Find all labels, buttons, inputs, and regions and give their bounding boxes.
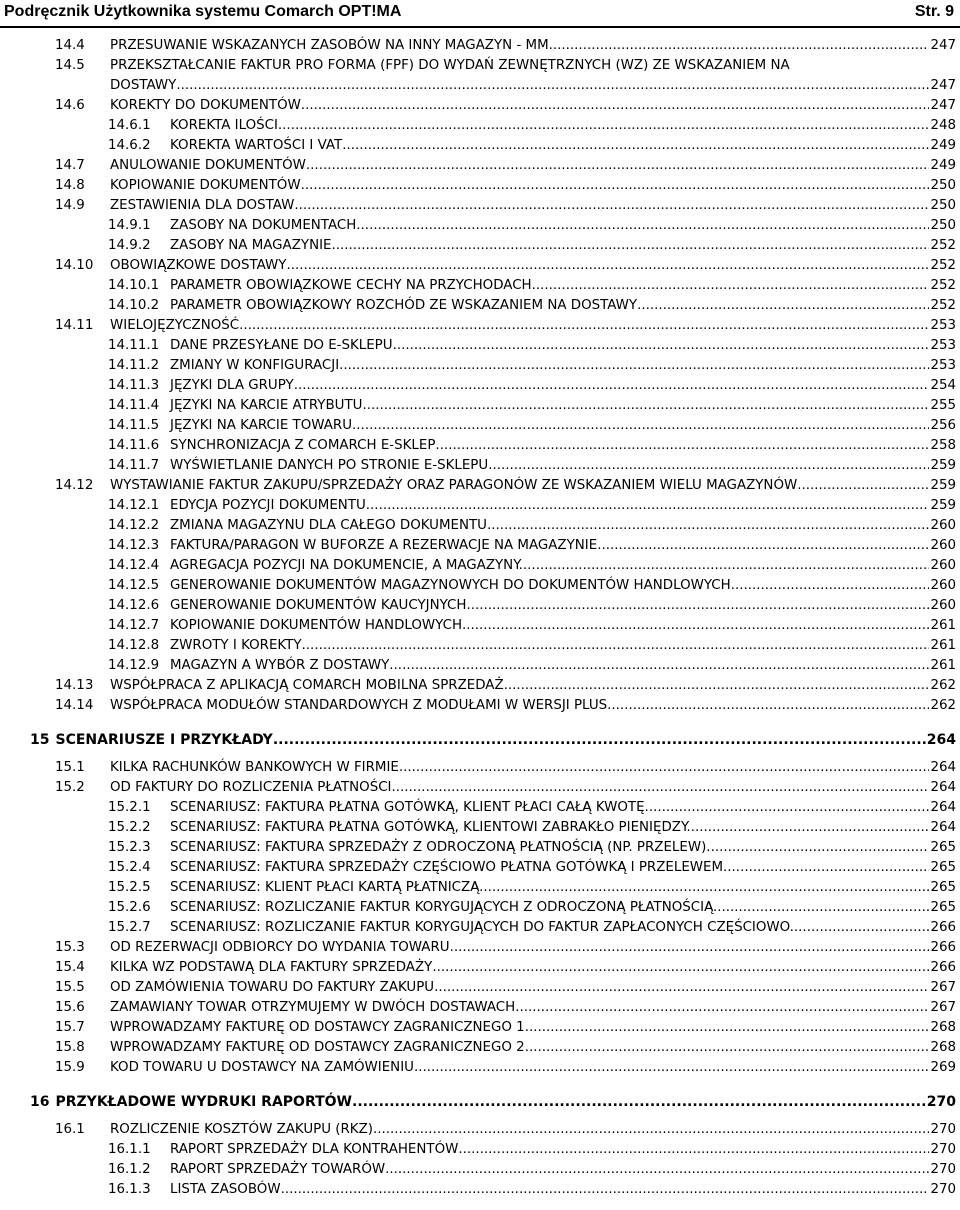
toc-entry-title: KOPIOWANIE DOKUMENTÓW [110, 178, 301, 193]
toc-entry-page: 254 [930, 378, 956, 393]
toc-entry-page: 249 [930, 158, 956, 173]
toc-entry-page: 248 [930, 118, 956, 133]
toc-entry-number: 15.2.2 [108, 820, 151, 835]
toc-entry-number: 14.13 [55, 678, 94, 693]
toc-entry[interactable] [55, 36, 956, 56]
toc-entry-number: 16.1.2 [108, 1162, 151, 1177]
toc-entry-number: 14.9 [55, 198, 85, 213]
toc-entry-number: 15.2.5 [108, 880, 151, 895]
toc-entry[interactable] [108, 376, 956, 396]
toc-leader-dots [462, 616, 929, 636]
toc-entry-title: ZASOBY NA MAGAZYNIE [170, 238, 332, 253]
toc-leader-dots [414, 1058, 929, 1078]
toc-entry-page: 247 [930, 78, 956, 93]
toc-entry-number: 14.6.2 [108, 138, 151, 153]
toc-entry-title: WSPÓŁPRACA MODUŁÓW STANDARDOWYCH Z MODUŁAMI W WERSJI PLUS [110, 698, 608, 713]
toc-entry[interactable] [108, 878, 956, 898]
toc-entry[interactable] [108, 556, 956, 576]
toc-leader-dots [362, 396, 929, 416]
toc-entry-title: OBOWIĄZKOWE DOSTAWY [110, 258, 287, 273]
toc-entry-page: 252 [930, 298, 956, 313]
toc-entry-number: 14.12.4 [108, 558, 160, 573]
toc-entry-number: 14.12.6 [108, 598, 160, 613]
toc-leader-dots [549, 36, 930, 56]
toc-entry-page: 265 [930, 880, 956, 895]
toc-entry-title: SCENARIUSZ: FAKTURA PŁATNA GOTÓWKĄ, KLIENT PŁACI CAŁĄ KWOTĘ. [170, 800, 649, 815]
toc-leader-dots [176, 76, 929, 96]
toc-entry-number: 14.11.5 [108, 418, 160, 433]
toc-entry[interactable] [55, 1038, 956, 1058]
toc-entry[interactable] [108, 656, 956, 676]
toc-entry-page: 259 [930, 478, 956, 493]
toc-entry-number: 15.6 [55, 1000, 85, 1015]
toc-entry-number: 15.7 [55, 1020, 85, 1035]
toc-entry-page: 261 [930, 638, 956, 653]
toc-entry[interactable] [108, 336, 956, 356]
toc-entry-page: 260 [930, 558, 956, 573]
toc-entry-title: WYSTAWIANIE FAKTUR ZAKUPU/SPRZEDAŻY ORAZ PARAGONÓW ZE WSKAZANIEM WIELU MAGAZYNÓW [110, 478, 798, 493]
toc-entry-title: MAGAZYN A WYBÓR Z DOSTAWY [170, 658, 390, 673]
toc-entry-title: WIELOJĘZYCZNOŚĆ [110, 318, 240, 333]
toc-entry-page: 264 [930, 820, 956, 835]
toc-entry[interactable] [108, 216, 956, 236]
document-title: Podręcznik Użytkownika systemu Comarch OPT!MA [4, 3, 402, 20]
toc-entry-number: 14.10.2 [108, 298, 160, 313]
toc-entry-page: 260 [930, 518, 956, 533]
toc-entry-number: 14.14 [55, 698, 94, 713]
toc-leader-dots [458, 1140, 929, 1160]
toc-entry-page: 258 [930, 438, 956, 453]
toc-entry[interactable] [55, 676, 956, 696]
toc-entry-page: 269 [930, 1060, 956, 1075]
toc-entry-number: 15.1 [55, 760, 85, 775]
toc-entry-title: JĘZYKI NA KARCIE ATRYBUTU [170, 398, 363, 413]
toc-entry-number: 15.4 [55, 960, 85, 975]
toc-entry-number: 15.2.7 [108, 920, 151, 935]
toc-entry-number: 14.9.2 [108, 238, 151, 253]
toc-leader-dots [306, 156, 930, 176]
toc-entry[interactable] [55, 758, 956, 778]
toc-entry-title: PRZYKŁADOWE WYDRUKI RAPORTÓW [55, 1094, 352, 1110]
toc-leader-dots [393, 336, 930, 356]
toc-entry-title: OD ZAMÓWIENIA TOWARU DO FAKTURY ZAKUPU [110, 980, 435, 995]
toc-entry[interactable] [108, 276, 956, 296]
toc-entry-number: 15.2.4 [108, 860, 151, 875]
toc-leader-dots [356, 216, 929, 236]
toc-entry-page: 252 [930, 238, 956, 253]
toc-entry-page: 270 [930, 1182, 956, 1197]
toc-entry-title: WSPÓŁPRACA Z APLIKACJĄ COMARCH MOBILNA SPRZEDAŻ [110, 678, 504, 693]
toc-entry-title: KOREKTA WARTOŚCI I VAT [170, 138, 343, 153]
toc-entry-number: 14.12.5 [108, 578, 160, 593]
toc-leader-dots [399, 758, 930, 778]
toc-leader-dots [607, 696, 929, 716]
toc-entry-page: 270 [930, 1142, 956, 1157]
toc-entry[interactable] [108, 456, 956, 476]
toc-leader-dots [637, 296, 929, 316]
toc-entry[interactable] [55, 316, 956, 336]
toc-entry[interactable] [108, 636, 956, 656]
toc-entry-title: ZMIANY W KONFIGURACJI [170, 358, 340, 373]
toc-entry-title: SCENARIUSZ: ROZLICZANIE FAKTUR KORYGUJĄCYCH DO FAKTUR ZAPŁACONYCH CZĘŚCIOWO. [170, 920, 794, 935]
toc-entry-page: 265 [930, 860, 956, 875]
toc-entry-number: 14.11.7 [108, 458, 160, 473]
toc-entry-page: 250 [930, 198, 956, 213]
toc-entry-title: FAKTURA/PARAGON W BUFORZE A REZERWACJE NA MAGAZYNIE [170, 538, 598, 553]
toc-entry[interactable] [108, 516, 956, 536]
toc-entry[interactable] [55, 476, 956, 496]
toc-leader-dots [286, 256, 929, 276]
toc-entry-number: 16 [30, 1094, 50, 1110]
toc-entry-page: 259 [930, 458, 956, 473]
toc-entry-title: ROZLICZENIE KOSZTÓW ZAKUPU (RKZ) [110, 1122, 373, 1137]
toc-entry-number: 14.12.7 [108, 618, 160, 633]
toc-entry-page: 267 [930, 1000, 956, 1015]
toc-leader-dots [301, 176, 930, 196]
toc-entry[interactable] [55, 196, 956, 216]
toc-entry-title: AGREGACJA POZYCJI NA DOKUMENCIE, A MAGAZYNY. [170, 558, 523, 573]
toc-entry-number: 14.5 [55, 58, 85, 73]
toc-entry[interactable] [55, 938, 956, 958]
toc-entry-number: 14.11.6 [108, 438, 160, 453]
toc-entry-title: DANE PRZESYŁANE DO E-SKLEPU [170, 338, 393, 353]
toc-leader-dots [532, 276, 930, 296]
toc-entry-title: OD REZERWACJI ODBIORCY DO WYDANIA TOWARU [110, 940, 450, 955]
toc-entry-page: 253 [930, 338, 956, 353]
toc-entry-title: SCENARIUSZE I PRZYKŁADY [55, 732, 273, 748]
toc-leader-dots [352, 416, 929, 436]
toc-entry-page: 247 [930, 38, 956, 53]
toc-entry-page: 247 [930, 98, 956, 113]
toc-entry-number: 15.3 [55, 940, 85, 955]
toc-entry[interactable] [108, 1180, 956, 1200]
toc-entry[interactable] [108, 416, 956, 436]
toc-entry-title: OD FAKTURY DO ROZLICZENIA PŁATNOŚCI [110, 780, 392, 795]
toc-leader-dots [488, 456, 929, 476]
toc-entry[interactable] [55, 1120, 956, 1140]
toc-leader-dots [273, 730, 926, 750]
toc-entry-page: 260 [930, 578, 956, 593]
toc-entry-page: 266 [930, 960, 956, 975]
toc-leader-dots [523, 556, 930, 576]
toc-entry-page: 259 [930, 498, 956, 513]
toc-leader-dots [366, 496, 930, 516]
toc-entry-title: SYNCHRONIZACJA Z COMARCH E-SKLEP [170, 438, 436, 453]
toc-entry-title: KOREKTA ILOŚCI [170, 118, 278, 133]
toc-entry-title: GENEROWANIE DOKUMENTÓW KAUCYJNYCH [170, 598, 467, 613]
toc-entry[interactable] [55, 958, 956, 978]
toc-entry-page: 270 [926, 1094, 956, 1110]
toc-leader-dots [294, 196, 929, 216]
toc-entry-page: 252 [930, 258, 956, 273]
toc-leader-dots [352, 1092, 926, 1112]
toc-entry[interactable] [108, 818, 956, 838]
toc-entry-number: 15.2.6 [108, 900, 151, 915]
toc-entry[interactable] [55, 156, 956, 176]
toc-leader-dots [239, 316, 929, 336]
toc-entry[interactable] [108, 356, 956, 376]
toc-entry-title: KILKA WZ PODSTAWĄ DLA FAKTURY SPRZEDAŻY [110, 960, 433, 975]
toc-entry-page: 264 [930, 800, 956, 815]
toc-entry-title: ZASOBY NA DOKUMENTACH [170, 218, 357, 233]
toc-leader-dots [649, 798, 930, 818]
toc-entry-title: DOSTAWY [110, 78, 177, 93]
toc-entry-page: 255 [930, 398, 956, 413]
toc-entry-page: 249 [930, 138, 956, 153]
toc-entry-page: 265 [930, 900, 956, 915]
toc-leader-dots [483, 878, 929, 898]
toc-leader-dots [597, 536, 929, 556]
toc-entry-page: 268 [930, 1040, 956, 1055]
toc-entry-page: 250 [930, 178, 956, 193]
toc-entry-number: 15.2 [55, 780, 85, 795]
toc-entry-page: 261 [930, 618, 956, 633]
toc-entry-title: WPROWADZAMY FAKTURĘ OD DOSTAWCY ZAGRANICZNEGO 1 [110, 1020, 525, 1035]
toc-entry-number: 15 [30, 732, 50, 748]
toc-entry[interactable] [108, 436, 956, 456]
toc-entry[interactable] [108, 576, 956, 596]
toc-entry-number: 14.8 [55, 178, 85, 193]
toc-leader-dots [525, 1018, 930, 1038]
toc-entry-number: 14.6 [55, 98, 85, 113]
toc-entry-number: 14.9.1 [108, 218, 151, 233]
toc-entry[interactable] [108, 1160, 956, 1180]
toc-entry-page: 262 [930, 698, 956, 713]
toc-entry-title: KILKA RACHUNKÓW BANKOWYCH W FIRMIE [110, 760, 399, 775]
toc-entry[interactable] [108, 858, 956, 878]
toc-entry-number: 14.11.4 [108, 398, 160, 413]
toc-entry[interactable] [108, 898, 956, 918]
toc-leader-dots [434, 978, 929, 998]
toc-entry[interactable] [55, 176, 956, 196]
toc-entry-title: SCENARIUSZ: FAKTURA PŁATNA GOTÓWKĄ, KLIENTOWI ZABRAKŁO PIENIĘDZY. [170, 820, 691, 835]
toc-chapter[interactable] [30, 1092, 956, 1112]
toc-leader-dots [373, 1120, 929, 1140]
toc-entry[interactable] [55, 998, 956, 1018]
toc-entry-page: 260 [930, 538, 956, 553]
toc-entry[interactable] [108, 1140, 956, 1160]
toc-entry-number: 15.2.1 [108, 800, 151, 815]
toc-entry-page: 268 [930, 1020, 956, 1035]
toc-entry-title: ZAMAWIANY TOWAR OTRZYMUJEMY W DWÓCH DOSTAWACH [110, 1000, 516, 1015]
toc-leader-dots [727, 858, 929, 878]
toc-leader-dots [392, 778, 930, 798]
toc-entry-title: PARAMETR OBOWIĄZKOWE CECHY NA PRZYCHODACH [170, 278, 532, 293]
toc-entry-title: WYŚWIETLANIE DANYCH PO STRONIE E-SKLEPU [170, 458, 489, 473]
toc-entry[interactable] [108, 918, 956, 938]
toc-entry-number: 14.12.1 [108, 498, 160, 513]
toc-entry-number: 15.5 [55, 980, 85, 995]
toc-leader-dots [301, 96, 930, 116]
toc-entry-title: KOPIOWANIE DOKUMENTÓW HANDLOWYCH [170, 618, 463, 633]
toc-leader-dots [731, 576, 930, 596]
toc-leader-dots [797, 476, 929, 496]
toc-entry-page: 266 [930, 920, 956, 935]
toc-entry[interactable] [108, 296, 956, 316]
toc-entry[interactable] [55, 1058, 956, 1078]
toc-leader-dots [389, 656, 929, 676]
toc-entry-number: 15.2.3 [108, 840, 151, 855]
toc-entry-title: ZESTAWIENIA DLA DOSTAW [110, 198, 295, 213]
toc-leader-dots [435, 436, 929, 456]
toc-entry-page: 250 [930, 218, 956, 233]
toc-entry-page: 270 [930, 1122, 956, 1137]
toc-entry-number: 14.4 [55, 38, 85, 53]
page-number: Str. 9 [914, 3, 954, 20]
toc-entry-title: WPROWADZAMY FAKTURĘ OD DOSTAWCY ZAGRANICZNEGO 2 [110, 1040, 525, 1055]
toc-entry-title: RAPORT SPRZEDAŻY TOWARÓW [170, 1162, 386, 1177]
toc-entry-title: ZMIANA MAGAZYNU DLA CAŁEGO DOKUMENTU [170, 518, 487, 533]
toc-entry-title: GENEROWANIE DOKUMENTÓW MAGAZYNOWYCH DO DOKUMENTÓW HANDLOWYCH [170, 578, 731, 593]
toc-entry[interactable] [108, 596, 956, 616]
toc-entry-page: 270 [930, 1162, 956, 1177]
toc-leader-dots [525, 1038, 930, 1058]
toc-entry-number: 14.12.3 [108, 538, 160, 553]
toc-entry-title: ZWROTY I KOREKTY [170, 638, 302, 653]
toc-entry[interactable] [55, 978, 956, 998]
toc-entry-page: 264 [930, 780, 956, 795]
toc-entry-title: PRZESUWANIE WSKAZANYCH ZASOBÓW NA INNY MAGAZYN - MM [110, 38, 549, 53]
toc-entry-number: 15.9 [55, 1060, 85, 1075]
toc-leader-dots [794, 918, 930, 938]
toc-entry[interactable] [55, 256, 956, 276]
toc-entry-number: 14.12.9 [108, 658, 160, 673]
toc-entry-page: 264 [930, 760, 956, 775]
toc-entry-page: 252 [930, 278, 956, 293]
toc-leader-dots [339, 356, 929, 376]
toc-entry-number: 14.12.8 [108, 638, 160, 653]
toc-entry[interactable] [55, 696, 956, 716]
toc-leader-dots [515, 998, 929, 1018]
toc-entry-number: 14.11.3 [108, 378, 160, 393]
toc-leader-dots [278, 116, 930, 136]
toc-entry-page: 253 [930, 318, 956, 333]
toc-entry-number: 14.12 [55, 478, 94, 493]
toc-entry-number: 16.1 [55, 1122, 85, 1137]
toc-entry-title: KOD TOWARU U DOSTAWCY NA ZAMÓWIENIU [110, 1060, 414, 1075]
toc-entry[interactable] [55, 76, 956, 96]
toc-entry-page: 253 [930, 358, 956, 373]
toc-entry-page: 256 [930, 418, 956, 433]
toc-entry[interactable] [55, 96, 956, 116]
toc-entry[interactable] [108, 536, 956, 556]
toc-entry-number: 15.8 [55, 1040, 85, 1055]
toc-leader-dots [342, 136, 929, 156]
toc-leader-dots [504, 676, 930, 696]
toc-entry-number: 16.1.1 [108, 1142, 151, 1157]
toc-entry[interactable] [108, 616, 956, 636]
toc-entry[interactable] [108, 838, 956, 858]
toc-leader-dots [294, 376, 930, 396]
toc-leader-dots [711, 838, 930, 858]
toc-leader-dots [302, 636, 930, 656]
toc-leader-dots [691, 818, 930, 838]
toc-entry-number: 14.7 [55, 158, 85, 173]
toc-entry-number: 14.11.1 [108, 338, 160, 353]
toc-entry-number: 14.10.1 [108, 278, 160, 293]
toc-entry-title: LISTA ZASOBÓW [170, 1182, 281, 1197]
toc-entry-page: 260 [930, 598, 956, 613]
toc-leader-dots [385, 1160, 929, 1180]
toc-entry[interactable] [55, 778, 956, 798]
toc-entry[interactable] [108, 396, 956, 416]
toc-entry-number: 14.11.2 [108, 358, 160, 373]
toc-entry-number: 14.6.1 [108, 118, 151, 133]
toc-entry-title: JĘZYKI NA KARCIE TOWARU [170, 418, 353, 433]
toc-entry-page: 266 [930, 940, 956, 955]
toc-entry-title: PARAMETR OBOWIĄZKOWY ROZCHÓD ZE WSKAZANIEM NA DOSTAWY [170, 298, 638, 313]
toc-entry-number: 16.1.3 [108, 1182, 151, 1197]
toc-leader-dots [432, 958, 929, 978]
toc-entry-page: 264 [926, 732, 956, 748]
toc-entry-title: EDYCJA POZYCJI DOKUMENTU [170, 498, 366, 513]
toc-entry-page: 267 [930, 980, 956, 995]
page-header [0, 0, 960, 28]
toc-leader-dots [450, 938, 930, 958]
toc-entry-page: 262 [930, 678, 956, 693]
toc-entry-number: 14.12.2 [108, 518, 160, 533]
toc-leader-dots [281, 1180, 930, 1200]
toc-entry-title: JĘZYKI DLA GRUPY [170, 378, 294, 393]
toc-chapter[interactable] [30, 730, 956, 750]
toc-entry-title: SCENARIUSZ: FAKTURA SPRZEDAŻY Z ODROCZONĄ PŁATNOŚCIĄ (NP. PRZELEW). [170, 840, 711, 855]
toc-entry-title: ANULOWANIE DOKUMENTÓW [110, 158, 306, 173]
toc-entry-page: 261 [930, 658, 956, 673]
toc-entry-title: RAPORT SPRZEDAŻY DLA KONTRAHENTÓW [170, 1142, 459, 1157]
toc-entry[interactable] [108, 496, 956, 516]
toc-entry-title: KOREKTY DO DOKUMENTÓW [110, 98, 301, 113]
toc-leader-dots [332, 236, 930, 256]
toc-entry-title: SCENARIUSZ: KLIENT PŁACI KARTĄ PŁATNICZĄ. [170, 880, 484, 895]
toc-entry[interactable] [108, 798, 956, 818]
toc-entry-title: PRZEKSZTAŁCANIE FAKTUR PRO FORMA (FPF) DO WYDAŃ ZEWNĘTRZNYCH (WZ) ZE WSKAZANIEM NA [110, 58, 790, 73]
toc-entry[interactable] [108, 136, 956, 156]
toc-entry-page: 265 [930, 840, 956, 855]
toc-entry[interactable] [55, 1018, 956, 1038]
toc-entry[interactable] [55, 56, 956, 76]
toc-entry[interactable] [108, 236, 956, 256]
toc-entry-number: 14.11 [55, 318, 94, 333]
toc-entry-title: SCENARIUSZ: FAKTURA SPRZEDAŻY CZĘŚCIOWO PŁATNA GOTÓWKĄ I PRZELEWEM. [170, 860, 728, 875]
toc-leader-dots [717, 898, 929, 918]
toc-leader-dots [466, 596, 929, 616]
toc-entry-title: SCENARIUSZ: ROZLICZANIE FAKTUR KORYGUJĄCYCH Z ODROCZONĄ PŁATNOŚCIĄ. [170, 900, 718, 915]
toc-entry-number: 14.10 [55, 258, 94, 273]
toc-entry[interactable] [108, 116, 956, 136]
toc-leader-dots [487, 516, 929, 536]
